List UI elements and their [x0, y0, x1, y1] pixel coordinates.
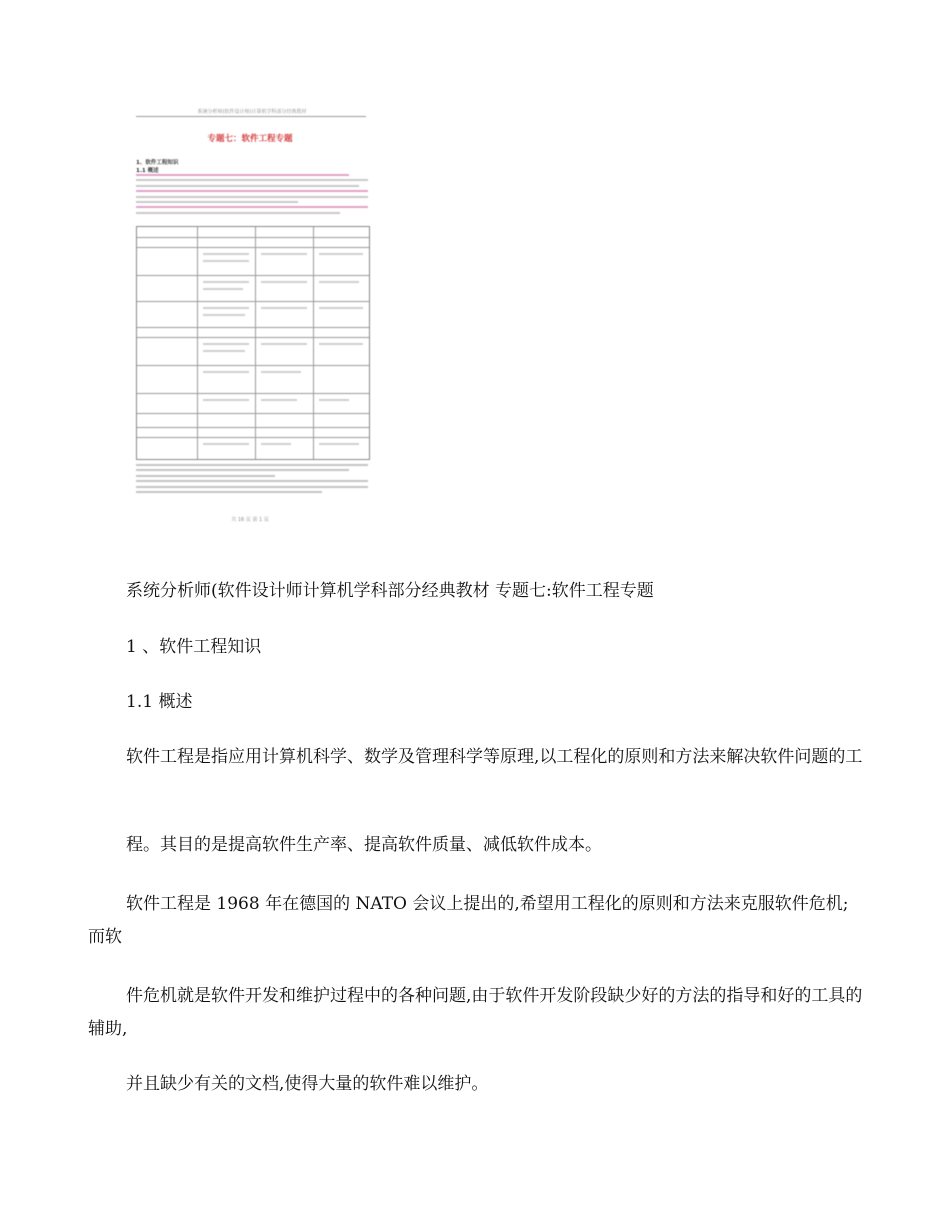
thumbnail-closing-text — [136, 464, 368, 496]
document-title-line: 系统分析师(软件设计师计算机学科部分经典教材 专题七:软件工程专题 — [126, 581, 654, 601]
body-paragraph: 件危机就是软件开发和维护过程中的各种问题,由于软件开发阶段缺少好的方法的指导和好的工具的辅助, — [88, 986, 863, 1039]
body-paragraph: 软件工程是 1968 年在德国的 NATO 会议上提出的,希望用工程化的原则和方法来克服软件危机;而软 — [88, 894, 849, 947]
body-paragraph: 并且缺少有关的文档,使得大量的软件难以维护。 — [126, 1074, 489, 1094]
thumbnail-header: 系统分析师(软件设计师)计算机学科部分经典教材 — [197, 109, 307, 115]
thumbnail-intro-text — [136, 174, 368, 217]
thumbnail-header-rule — [136, 116, 366, 117]
body-paragraph: 程。其目的是提高软件生产率、提高软件质量、减低软件成本。 — [126, 835, 602, 855]
page-thumbnail-image — [130, 108, 370, 528]
thumbnail-footer: 共 16 页 第 1 页 — [231, 517, 269, 523]
thumbnail-heading-2: 1.1 概述 — [136, 168, 159, 174]
subsection-heading: 1.1 概述 — [126, 692, 193, 712]
thumbnail-heading-1: 1、软件工程知识 — [136, 160, 179, 166]
body-paragraph: 软件工程是指应用计算机科学、数学及管理科学等原理,以工程化的原则和方法来解决软件问题的工 — [126, 747, 863, 767]
thumbnail-title: 专题七：软件工程专题 — [207, 134, 293, 144]
thumbnail-table — [136, 226, 370, 460]
section-heading: 1 、软件工程知识 — [126, 637, 262, 657]
